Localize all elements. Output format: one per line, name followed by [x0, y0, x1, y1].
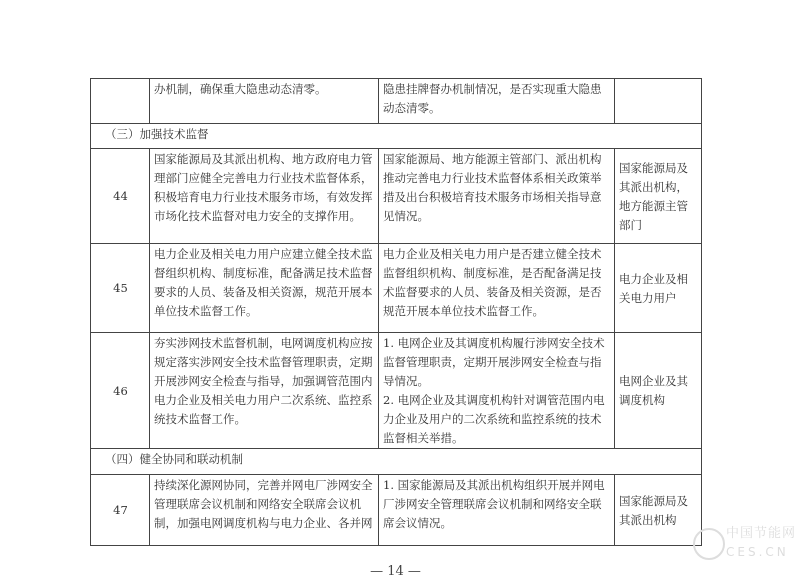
item-number: 46 — [91, 333, 150, 449]
table-row — [91, 244, 702, 333]
watermark-cn: 中国节能网 — [726, 526, 797, 541]
check-cell — [379, 79, 615, 124]
measures-table — [90, 78, 702, 546]
responsible-dept-cell — [615, 79, 702, 124]
check-cell — [379, 149, 615, 244]
watermark-en: CES.CN — [726, 545, 789, 559]
check-item: 电力企业及相关电力用户是否建立健全技术监督组织机构、制度标准，是否配备满足技术监督要求的人员、装备及相关资源，是否规范开展本单位技术监督工作。 — [383, 247, 602, 318]
page-number: — 14 — — [370, 564, 421, 579]
measure-cell: 国家能源局及其派出机构、地方政府电力管理部门应健全完善电力行业技术监督体系，积极培育电力行业技术服务市场，有效发挥市场化技术监督对电力安全的支撑作用。 — [150, 149, 379, 244]
table-row — [91, 149, 702, 244]
item-number — [91, 79, 150, 124]
check-item: 1. 电网企业及其调度机构履行涉网安全技术监督管理职责，定期开展涉网安全检查与指导情况。 — [383, 336, 605, 388]
check-cell — [379, 333, 615, 449]
section-heading: （三）加强技术监督 — [91, 124, 702, 149]
check-item: 1. 国家能源局及其派出机构组织开展并网电厂涉网安全管理联席会议机制和网络安全联席会议情况。 — [383, 478, 605, 530]
check-cell — [379, 475, 615, 546]
check-item: 2. 电网企业及其调度机构针对调管范围内电力企业及用户的二次系统和监控系统的技术监督相关举措。 — [383, 393, 605, 445]
check-cell — [379, 244, 615, 333]
check-item: 隐患挂牌督办机制情况，是否实现重大隐患动态清零。 — [383, 82, 602, 115]
item-number: 44 — [91, 149, 150, 244]
section-heading: （四）健全协同和联动机制 — [91, 449, 702, 475]
section-row — [91, 124, 702, 149]
measure-cell: 夯实涉网技术监督机制，电网调度机构应按规定落实涉网安全技术监督管理职责，定期开展涉网安全检查与指导，加强调管范围内电力企业及相关电力用户二次系统、监控系统技术监督工作。 — [150, 333, 379, 449]
table-row — [91, 333, 702, 449]
responsible-dept-cell: 电网企业及其调度机构 — [615, 333, 702, 449]
measure-cell: 电力企业及相关电力用户应建立健全技术监督组织机构、制度标准，配备满足技术监督要求的人员、装备及相关资源，规范开展本单位技术监督工作。 — [150, 244, 379, 333]
logo-icon — [693, 528, 725, 560]
document-page — [90, 78, 701, 580]
responsible-dept-cell: 国家能源局及其派出机构，地方能源主管部门 — [615, 149, 702, 244]
watermark-logo — [693, 524, 798, 564]
table-row — [91, 79, 702, 124]
section-row — [91, 449, 702, 475]
measure-cell: 办机制，确保重大隐患动态清零。 — [150, 79, 379, 124]
item-number: 47 — [91, 475, 150, 546]
table-row — [91, 475, 702, 546]
measure-cell: 持续深化源网协同，完善并网电厂涉网安全管理联席会议机制和网络安全联席会议机制，加强电网调度机构与电力企业、各并网 — [150, 475, 379, 546]
responsible-dept-cell: 国家能源局及其派出机构 — [615, 475, 702, 546]
responsible-dept-cell: 电力企业及相关电力用户 — [615, 244, 702, 333]
item-number: 45 — [91, 244, 150, 333]
check-item: 国家能源局、地方能源主管部门、派出机构推动完善电力行业技术监督体系相关政策举措及出台积极培育技术服务市场相关指导意见情况。 — [383, 152, 602, 223]
